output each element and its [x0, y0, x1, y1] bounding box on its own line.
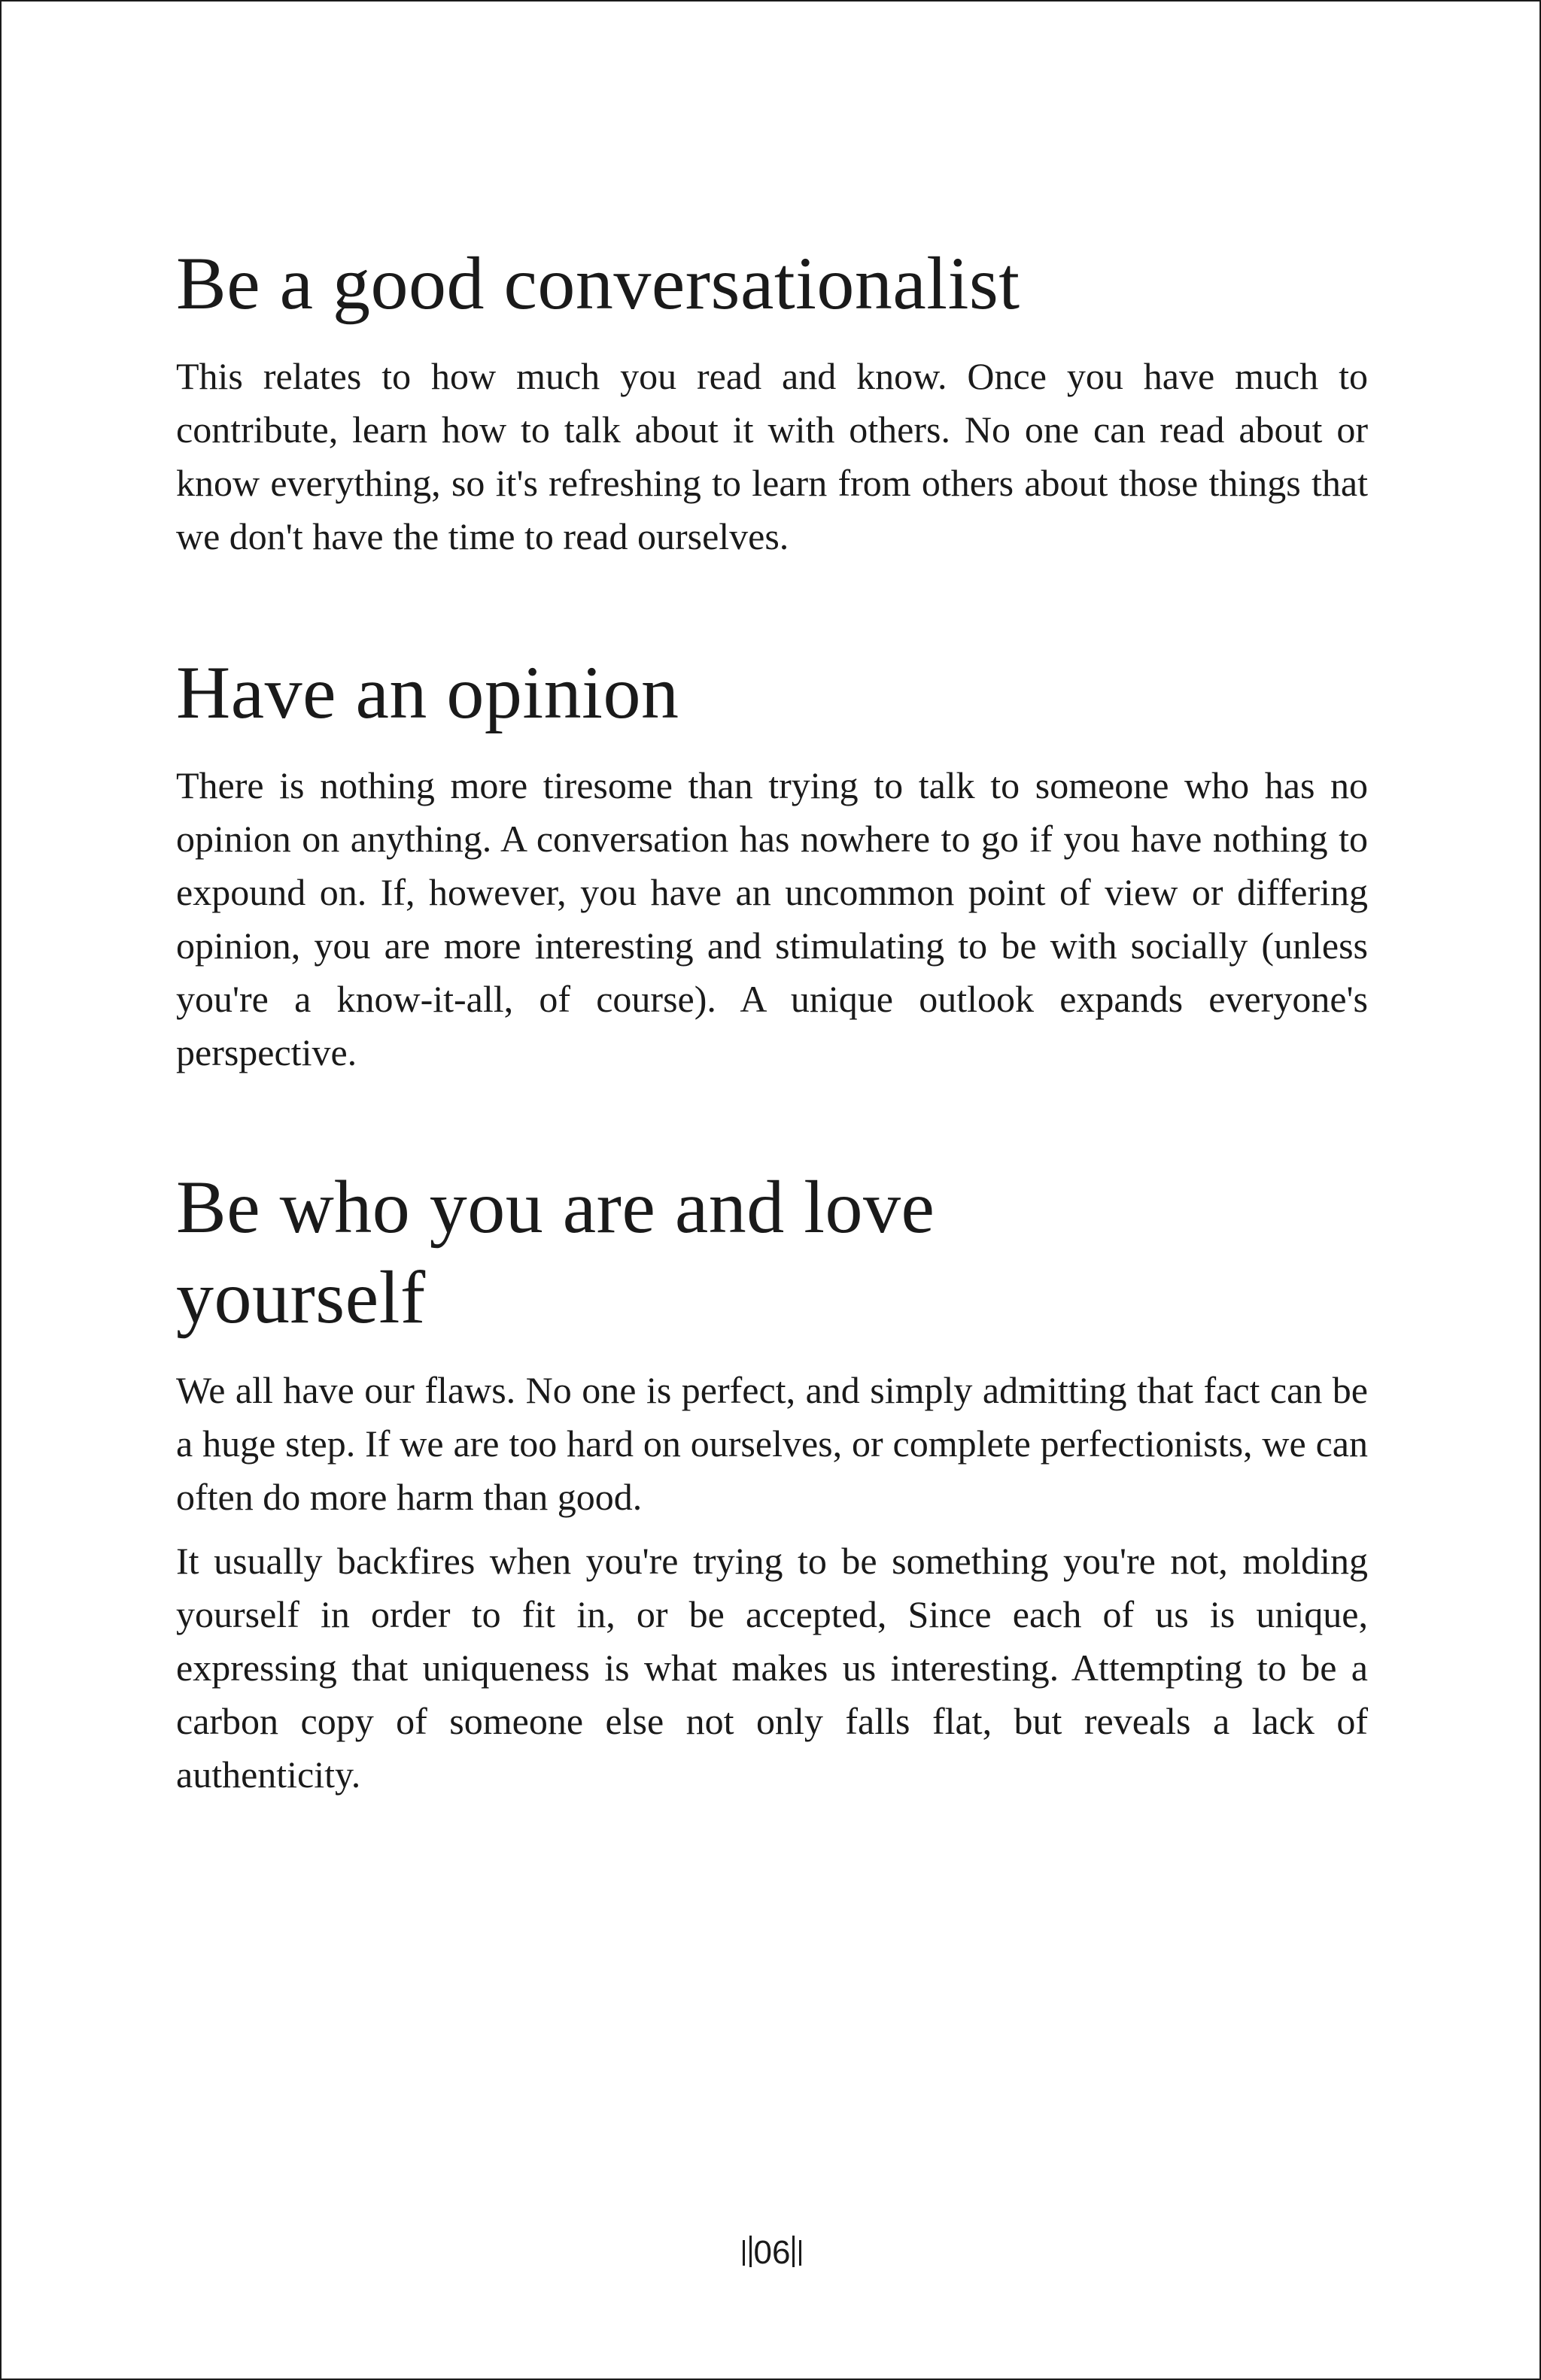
section-heading: Have an opinion — [176, 651, 679, 734]
section-be-who-you-are — [176, 1162, 1368, 1802]
section-paragraph: This relates to how much you read and know. Once you have much to contribute, learn how to talk about it with others. No one can read about or know everything, so it's refreshing to learn from others about those things that we don't have the time to read ourselves. — [176, 355, 1368, 557]
footer-divider-left — [743, 2240, 745, 2266]
section-good-conversationalist — [176, 238, 1368, 563]
page-footer — [2, 2234, 1541, 2272]
section-have-opinion — [176, 648, 1368, 1079]
section-paragraph: We all have our flaws. No one is perfect, and simply admitting that fact can be a huge step. If we are too hard on ourselves, or complete perfectionists, we can often do more harm than good. — [176, 1369, 1368, 1518]
section-paragraph: It usually backfires when you're trying to be something you're not, molding yourself in order to fit in, or be accepted, Since each of us is unique, expressing that uniqueness is what makes us interesting. Attempting to be a carbon copy of someone else not only falls flat, but reveals a lack of authenticity. — [176, 1540, 1368, 1796]
page-content — [176, 238, 1368, 1802]
section-heading: Be a good conversationalist — [176, 241, 1020, 325]
section-paragraph: There is nothing more tiresome than trying to talk to someone who has no opinion on anything. A conversation has nowhere to go if you have nothing to expound on. If, however, you have an uncommon point of view or differing opinion, you are more interesting and stimulating to be with socially (unless you're a know-it-all, of course). A unique outlook expands everyone's perspective. — [176, 764, 1368, 1073]
page-number: 06 — [753, 2234, 791, 2271]
footer-divider-right-inner — [792, 2236, 795, 2267]
footer-divider-left-inner — [749, 2236, 752, 2267]
footer-divider-right — [799, 2240, 801, 2266]
section-heading: Be who you are and love yourself — [176, 1165, 935, 1339]
